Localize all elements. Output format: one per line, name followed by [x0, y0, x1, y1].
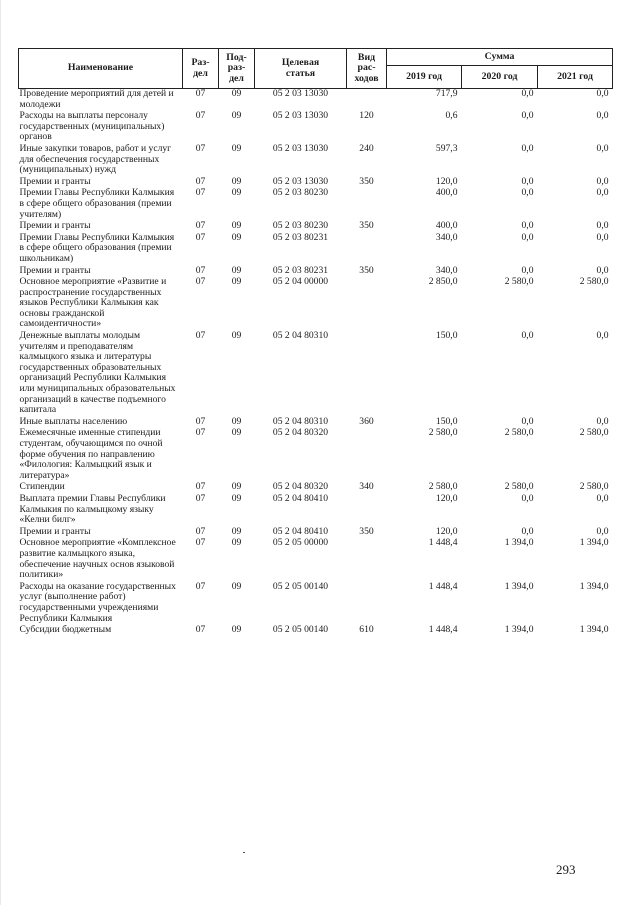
cell-name: Основное мероприятие «Комплексное развитие калмыцкого языка, обеспечение научных основ языковой политики»	[19, 537, 176, 581]
cell-podrazdel: 09	[231, 231, 242, 243]
cell-2019: 120,0	[435, 525, 458, 537]
table-row	[19, 143, 613, 176]
table-row	[19, 232, 613, 265]
cell-podrazdel: 09	[231, 537, 242, 549]
cell-2019: 120,0	[435, 492, 458, 504]
cell-podrazdel: 09	[231, 492, 242, 504]
table-row	[19, 110, 613, 143]
table-row	[19, 330, 613, 416]
table-row	[19, 493, 613, 526]
cell-2020: 0,0	[521, 264, 534, 276]
cell-podrazdel: 09	[231, 481, 242, 493]
cell-vid: 350	[359, 264, 374, 276]
cell-podrazdel: 09	[231, 525, 242, 537]
cell-vid	[347, 493, 387, 526]
cell-2019: 150,0	[435, 330, 458, 342]
cell-2021: 1 394,0	[579, 624, 609, 636]
cell-razdel: 07	[195, 175, 206, 187]
cell-name: Премии и гранты	[19, 525, 91, 537]
cell-vid	[347, 232, 387, 265]
cell-target: 05 2 04 80320	[272, 427, 329, 439]
cell-razdel: 07	[195, 264, 206, 276]
cell-vid	[347, 330, 387, 416]
cell-vid	[347, 537, 387, 580]
cell-2021: 2 580,0	[579, 276, 609, 288]
cell-target: 05 2 03 13030	[272, 88, 329, 99]
cell-vid	[347, 581, 387, 624]
table-header	[19, 49, 613, 89]
cell-2019: 0,6	[445, 110, 458, 122]
cell-2020: 0,0	[521, 88, 534, 99]
cell-2021: 0,0	[596, 88, 609, 99]
table-row	[19, 581, 613, 624]
cell-name: Премии и гранты	[19, 264, 91, 276]
header-podrazdel: Под- раз- дел	[219, 49, 255, 89]
cell-podrazdel: 09	[231, 415, 242, 427]
cell-podrazdel: 09	[231, 110, 242, 122]
cell-razdel: 07	[195, 220, 206, 232]
cell-podrazdel: 09	[231, 264, 242, 276]
cell-razdel: 07	[195, 525, 206, 537]
cell-podrazdel: 09	[231, 175, 242, 187]
cell-2020: 2 580,0	[504, 427, 534, 439]
cell-2021: 0,0	[596, 142, 609, 154]
cell-2019: 150,0	[435, 415, 458, 427]
cell-name: Расходы на выплаты персоналу государственных (муниципальных) органов	[19, 110, 165, 143]
cell-name: Премии и гранты	[19, 220, 91, 232]
cell-2019: 120,0	[435, 175, 458, 187]
cell-2019: 340,0	[435, 264, 458, 276]
cell-razdel: 07	[195, 231, 206, 243]
cell-2019: 1 448,4	[428, 580, 458, 592]
cell-razdel: 07	[195, 624, 206, 636]
cell-razdel: 07	[195, 276, 206, 288]
cell-target: 05 2 04 00000	[272, 276, 329, 288]
cell-name: Премии Главы Республики Калмыкия в сфере общего образования (премии учителям)	[19, 187, 175, 220]
cell-name: Стипендии	[19, 481, 65, 493]
cell-2019: 2 580,0	[428, 481, 458, 493]
cell-2021: 0,0	[596, 110, 609, 122]
cell-2021: 0,0	[596, 492, 609, 504]
header-2021: 2021 год	[538, 66, 613, 89]
cell-2019: 597,3	[435, 142, 458, 154]
cell-razdel: 07	[195, 142, 206, 154]
table-row	[19, 416, 613, 428]
page-number: 293	[556, 862, 576, 877]
cell-2021: 1 394,0	[579, 580, 609, 592]
cell-target: 05 2 04 80320	[272, 481, 329, 493]
cell-2021: 0,0	[596, 220, 609, 232]
header-target: Целевая статья	[255, 49, 347, 89]
cell-vid	[347, 187, 387, 220]
cell-podrazdel: 09	[231, 624, 242, 636]
table-row	[19, 265, 613, 277]
table-row	[19, 176, 613, 188]
cell-2021: 0,0	[596, 525, 609, 537]
cell-name: Ежемесячные именные стипендии студентам, обучающимся по очной форме обучения по направлению «Филология: Калмыцкий язык и литература»	[19, 427, 163, 481]
cell-vid: 350	[359, 525, 374, 537]
cell-target: 05 2 03 13030	[272, 175, 329, 187]
cell-podrazdel: 09	[231, 427, 242, 439]
cell-2020: 1 394,0	[504, 624, 534, 636]
cell-2020: 2 580,0	[504, 481, 534, 493]
table-body	[19, 89, 613, 636]
cell-name: Выплата премии Главы Республики Калмыкия по калмыцкому языку «Келни билг»	[19, 492, 166, 526]
cell-vid: 350	[359, 220, 374, 232]
cell-vid	[347, 427, 387, 481]
header-vid: Вид рас- ходов	[347, 49, 387, 89]
table-row	[19, 427, 613, 481]
cell-podrazdel: 09	[231, 187, 242, 199]
header-sum: Сумма	[387, 49, 613, 66]
cell-name: Расходы на оказание государственных услуг (выполнение работ) государственными учреждениями Республики Калмыкия	[19, 580, 176, 624]
cell-2019: 1 448,4	[428, 624, 458, 636]
cell-podrazdel: 09	[231, 142, 242, 154]
cell-2019: 400,0	[435, 220, 458, 232]
cell-2021: 0,0	[596, 231, 609, 243]
cell-2021: 0,0	[596, 187, 609, 199]
cell-2021: 2 580,0	[579, 427, 609, 439]
cell-2020: 0,0	[521, 492, 534, 504]
cell-vid	[347, 276, 387, 330]
cell-razdel: 07	[195, 415, 206, 427]
cell-target: 05 2 04 80310	[272, 415, 329, 427]
cell-name: Проведение мероприятий для детей и молодежи	[19, 88, 174, 110]
cell-2020: 0,0	[521, 415, 534, 427]
cell-2019: 2 580,0	[428, 427, 458, 439]
cell-2020: 0,0	[521, 231, 534, 243]
cell-target: 05 2 04 80410	[272, 525, 329, 537]
budget-table	[18, 48, 613, 636]
cell-razdel: 07	[195, 330, 206, 342]
cell-razdel: 07	[195, 481, 206, 493]
cell-razdel: 07	[195, 492, 206, 504]
table-row	[19, 220, 613, 232]
cell-vid: 360	[359, 415, 374, 427]
cell-target: 05 2 03 80231	[272, 264, 329, 276]
cell-2020: 0,0	[521, 525, 534, 537]
cell-target: 05 2 03 80230	[272, 187, 329, 199]
cell-vid	[347, 89, 387, 111]
header-2020: 2020 год	[462, 66, 538, 89]
table-row	[19, 526, 613, 538]
cell-2020: 0,0	[521, 110, 534, 122]
table-row	[19, 276, 613, 330]
header-name: Наименование	[19, 49, 183, 89]
cell-2019: 717,9	[435, 88, 458, 99]
cell-name: Основное мероприятие «Развитие и распространение государственных языков Республики Калмыкия как основы гражданской самоидентичности»	[19, 276, 167, 330]
cell-target: 05 2 05 00140	[272, 624, 329, 636]
cell-2020: 0,0	[521, 330, 534, 342]
cell-2019: 400,0	[435, 187, 458, 199]
cell-target: 05 2 03 80230	[272, 220, 329, 232]
cell-podrazdel: 09	[231, 220, 242, 232]
cell-target: 05 2 03 13030	[272, 110, 329, 122]
cell-name: Иные выплаты населению	[19, 415, 128, 427]
cell-2020: 0,0	[521, 220, 534, 232]
cell-2020: 0,0	[521, 175, 534, 187]
cell-target: 05 2 03 80231	[272, 231, 329, 243]
cell-target: 05 2 03 13030	[272, 142, 329, 154]
cell-2021: 2 580,0	[579, 481, 609, 493]
cell-podrazdel: 09	[231, 580, 242, 592]
cell-name: Денежные выплаты молодым учителям и преподавателям калмыцкого языка и литературы государственных образовательных организаций Республики Калмыкия или муниципальных образовательных организаций в качестве подъемного капитала	[19, 330, 176, 416]
cell-name: Иные закупки товаров, работ и услуг для обеспечения государственных (муниципальных) нужд	[19, 142, 172, 176]
cell-2020: 0,0	[521, 142, 534, 154]
cell-razdel: 07	[195, 88, 206, 99]
cell-razdel: 07	[195, 187, 206, 199]
cell-target: 05 2 05 00000	[272, 537, 329, 549]
cell-2019: 340,0	[435, 231, 458, 243]
cell-name: Премии и гранты	[19, 175, 91, 187]
cell-vid: 610	[359, 624, 374, 636]
header-razdel: Раз- дел	[183, 49, 219, 89]
cell-2019: 2 850,0	[428, 276, 458, 288]
cell-2021: 0,0	[596, 175, 609, 187]
table-row	[19, 89, 613, 111]
cell-vid: 240	[359, 142, 374, 154]
cell-razdel: 07	[195, 537, 206, 549]
cell-2020: 1 394,0	[504, 580, 534, 592]
cell-2020: 0,0	[521, 187, 534, 199]
cell-2021: 0,0	[596, 264, 609, 276]
cell-vid: 120	[359, 110, 374, 122]
cell-2019: 1 448,4	[428, 537, 458, 549]
cell-name: Премии Главы Республики Калмыкия в сфере общего образования (премии школьникам)	[19, 231, 175, 264]
cell-podrazdel: 09	[231, 330, 242, 342]
cell-name: Субсидии бюджетным	[19, 624, 112, 636]
cell-podrazdel: 09	[231, 88, 242, 99]
cell-2020: 1 394,0	[504, 537, 534, 549]
table-row	[19, 537, 613, 580]
cell-2021: 0,0	[596, 415, 609, 427]
cell-podrazdel: 09	[231, 276, 242, 288]
scan-speck	[243, 852, 245, 853]
cell-razdel: 07	[195, 427, 206, 439]
header-2019: 2019 год	[387, 66, 462, 89]
cell-razdel: 07	[195, 580, 206, 592]
cell-vid: 350	[359, 175, 374, 187]
table-row	[19, 624, 613, 636]
table-row	[19, 187, 613, 220]
cell-razdel: 07	[195, 110, 206, 122]
cell-2021: 0,0	[596, 330, 609, 342]
cell-2020: 2 580,0	[504, 276, 534, 288]
table-row	[19, 481, 613, 493]
cell-vid: 340	[359, 481, 374, 493]
cell-target: 05 2 04 80410	[272, 492, 329, 504]
cell-target: 05 2 05 00140	[272, 580, 329, 592]
cell-2021: 1 394,0	[579, 537, 609, 549]
scan-edge	[0, 0, 1, 905]
cell-target: 05 2 04 80310	[272, 330, 329, 342]
